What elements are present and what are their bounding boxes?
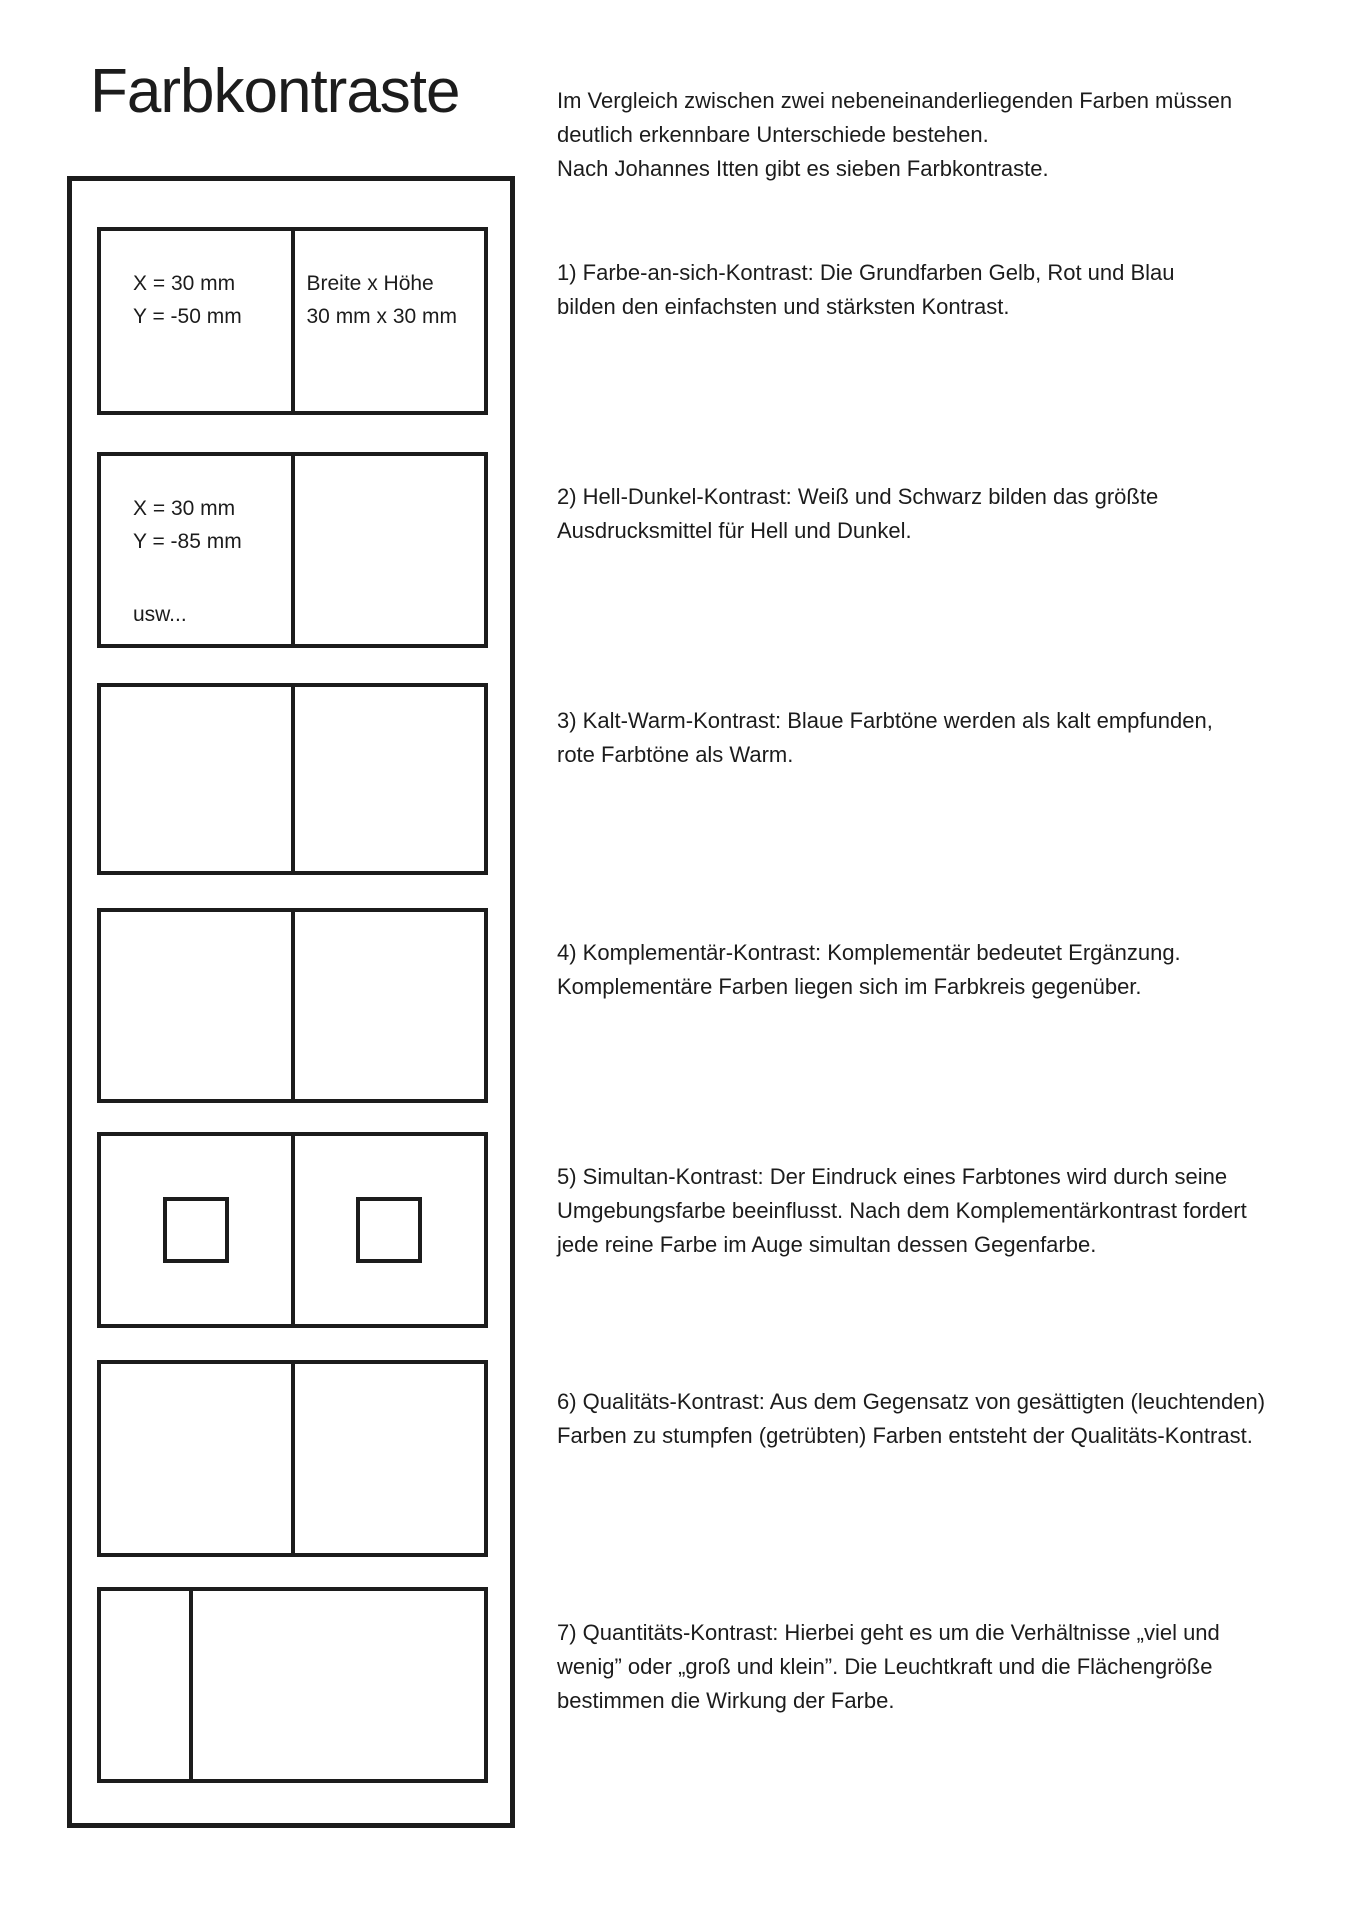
text-line: deutlich erkennbare Unterschiede bestehen. bbox=[557, 122, 989, 147]
box4-right-cell bbox=[295, 912, 485, 1099]
box1-left-cell bbox=[101, 231, 295, 411]
box-pair-3 bbox=[97, 683, 488, 875]
text-line: 7) Quantitäts-Kontrast: Hierbei geht es um die Verhältnisse „viel und bbox=[557, 1620, 1220, 1645]
text-line: bilden den einfachsten und stärksten Kontrast. bbox=[557, 294, 1010, 319]
box7-wide-cell bbox=[193, 1591, 484, 1779]
text-line: Komplementäre Farben liegen sich im Farbkreis gegenüber. bbox=[557, 974, 1142, 999]
text-line: 1) Farbe-an-sich-Kontrast: Die Grundfarben Gelb, Rot und Blau bbox=[557, 260, 1175, 285]
swatch-panel bbox=[67, 176, 515, 1828]
contrast-item-4 bbox=[557, 936, 1181, 1004]
box3-right-cell bbox=[295, 687, 485, 871]
box5-right-cell bbox=[295, 1136, 485, 1324]
box6-right-cell bbox=[295, 1364, 485, 1553]
text-line: 5) Simultan-Kontrast: Der Eindruck eines Farbtones wird durch seine bbox=[557, 1164, 1228, 1189]
text-line: jede reine Farbe im Auge simultan dessen Gegenfarbe. bbox=[557, 1232, 1097, 1257]
box-pair-5 bbox=[97, 1132, 488, 1328]
box2-left-text bbox=[101, 456, 291, 631]
coordinate-x-label: X = 30 mm bbox=[133, 497, 236, 520]
text-line: 3) Kalt-Warm-Kontrast: Blaue Farbtöne werden als kalt empfunden, bbox=[557, 708, 1213, 733]
box3-left-cell bbox=[101, 687, 295, 871]
box-pair-2 bbox=[97, 452, 488, 648]
box-pair-1 bbox=[97, 227, 488, 415]
contrast-item-5 bbox=[557, 1160, 1247, 1262]
text-line: 6) Qualitäts-Kontrast: Aus dem Gegensatz von gesättigten (leuchtenden) bbox=[557, 1389, 1266, 1414]
box-pair-7 bbox=[97, 1587, 488, 1783]
text-line: bestimmen die Wirkung der Farbe. bbox=[557, 1688, 895, 1713]
contrast-item-1 bbox=[557, 256, 1175, 324]
text-line: Ausdrucksmittel für Hell und Dunkel. bbox=[557, 518, 912, 543]
text-line: wenig” oder „groß und klein”. Die Leuchtkraft und die Flächengröße bbox=[557, 1654, 1213, 1679]
box1-left-text bbox=[101, 231, 291, 333]
text-line: 2) Hell-Dunkel-Kontrast: Weiß und Schwarz bilden das größte bbox=[557, 484, 1159, 509]
text-line: Nach Johannes Itten gibt es sieben Farbkontraste. bbox=[557, 156, 1049, 181]
box1-right-cell bbox=[295, 231, 485, 411]
box5-left-cell bbox=[101, 1136, 295, 1324]
box4-left-cell bbox=[101, 912, 295, 1099]
inner-square-left bbox=[163, 1197, 229, 1263]
box1-right-text bbox=[295, 231, 485, 333]
contrast-item-7 bbox=[557, 1616, 1220, 1718]
box2-left-cell bbox=[101, 456, 295, 644]
size-caption-label: Breite x Höhe bbox=[306, 272, 434, 295]
coordinate-x-label: X = 30 mm bbox=[133, 272, 236, 295]
page-title: Farbkontraste bbox=[90, 57, 460, 126]
box6-left-cell bbox=[101, 1364, 295, 1553]
etc-label: usw... bbox=[133, 603, 187, 626]
text-line: 4) Komplementär-Kontrast: Komplementär bedeutet Ergänzung. bbox=[557, 940, 1181, 965]
text-line: rote Farbtöne als Warm. bbox=[557, 742, 794, 767]
box2-right-cell bbox=[295, 456, 485, 644]
text-line: Umgebungsfarbe beeinflusst. Nach dem Komplementärkontrast fordert bbox=[557, 1198, 1247, 1223]
intro-paragraph bbox=[557, 84, 1232, 186]
box-pair-4 bbox=[97, 908, 488, 1103]
box-pair-6 bbox=[97, 1360, 488, 1557]
contrast-item-6 bbox=[557, 1385, 1265, 1453]
text-line: Farben zu stumpfen (getrübten) Farben entsteht der Qualitäts-Kontrast. bbox=[557, 1423, 1253, 1448]
coordinate-y-label: Y = -85 mm bbox=[133, 530, 242, 553]
box7-narrow-cell bbox=[101, 1591, 193, 1779]
contrast-item-2 bbox=[557, 480, 1158, 548]
inner-square-right bbox=[356, 1197, 422, 1263]
size-value-label: 30 mm x 30 mm bbox=[306, 305, 458, 328]
coordinate-y-label: Y = -50 mm bbox=[133, 305, 242, 328]
contrast-item-3 bbox=[557, 704, 1213, 772]
text-line: Im Vergleich zwischen zwei nebeneinanderliegenden Farben müssen bbox=[557, 88, 1233, 113]
